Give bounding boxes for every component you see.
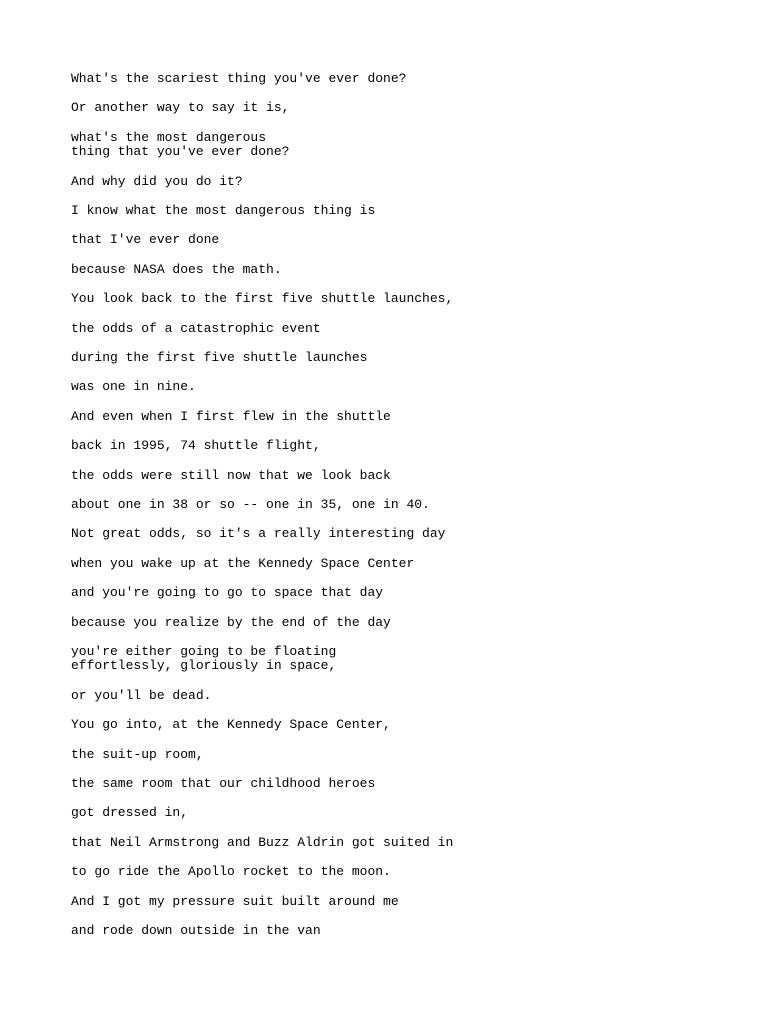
transcript-line: or you'll be dead. — [71, 687, 212, 703]
transcript-paragraph — [71, 204, 751, 219]
transcript-line: the odds were still now that we look back — [71, 467, 391, 483]
transcript-paragraph — [71, 233, 751, 248]
transcript-paragraph — [71, 527, 751, 542]
transcript-line: the same room that our childhood heroes — [71, 775, 376, 791]
transcript-paragraph — [71, 292, 751, 307]
transcript-line: when you wake up at the Kennedy Space Center — [71, 555, 415, 571]
transcript-line: that Neil Armstrong and Buzz Aldrin got suited in — [71, 834, 454, 850]
transcript-paragraph — [71, 718, 751, 733]
transcript-paragraph — [71, 410, 751, 425]
transcript-line: What's the scariest thing you've ever done? — [71, 71, 407, 86]
transcript-paragraph — [71, 469, 751, 484]
transcript-paragraph — [71, 777, 751, 792]
transcript-line: about one in 38 or so -- one in 35, one in 40. — [71, 496, 430, 512]
transcript-paragraph — [71, 380, 751, 395]
transcript-line: back in 1995, 74 shuttle flight, — [71, 438, 321, 454]
transcript-line: to go ride the Apollo rocket to the moon. — [71, 864, 391, 880]
transcript-line: and rode down outside in the van — [71, 922, 321, 938]
transcript-paragraph — [71, 806, 751, 821]
transcript-paragraph — [71, 322, 751, 337]
transcript-paragraph — [71, 72, 751, 87]
transcript-line: you're either going to be floating — [71, 643, 337, 659]
transcript-line: was one in nine. — [71, 379, 196, 395]
transcript-paragraph — [71, 865, 751, 880]
transcript-line: the suit-up room, — [71, 746, 204, 762]
transcript-paragraph — [71, 616, 751, 631]
transcript-paragraph — [71, 131, 751, 160]
transcript-line: during the first five shuttle launches — [71, 350, 368, 366]
transcript-line: the odds of a catastrophic event — [71, 320, 321, 336]
transcript-line: And even when I first flew in the shuttle — [71, 408, 391, 424]
transcript-paragraph — [71, 557, 751, 572]
transcript-line: thing that you've ever done? — [71, 144, 290, 160]
transcript-line: because you realize by the end of the day — [71, 614, 391, 630]
transcript-line: You go into, at the Kennedy Space Center, — [71, 717, 391, 733]
transcript-paragraph — [71, 101, 751, 116]
transcript-paragraph — [71, 689, 751, 704]
transcript-line: And I got my pressure suit built around me — [71, 893, 399, 909]
transcript-line: And why did you do it? — [71, 173, 243, 189]
transcript-line: effortlessly, gloriously in space, — [71, 658, 337, 674]
transcript-paragraph — [71, 175, 751, 190]
transcript-line: and you're going to go to space that day — [71, 585, 384, 601]
transcript-line: got dressed in, — [71, 805, 189, 821]
transcript-line: I know what the most dangerous thing is — [71, 203, 376, 219]
transcript-line: You look back to the first five shuttle launches, — [71, 291, 454, 307]
transcript-line: Or another way to say it is, — [71, 100, 290, 116]
transcript-paragraph — [71, 498, 751, 513]
transcript-paragraph — [71, 645, 751, 674]
transcript-paragraph — [71, 748, 751, 763]
transcript-paragraph — [71, 439, 751, 454]
transcript-paragraph — [71, 836, 751, 851]
transcript-paragraph — [71, 924, 751, 939]
transcript-paragraph — [71, 263, 751, 278]
transcript-line: Not great odds, so it's a really interesting day — [71, 526, 446, 542]
transcript-page — [71, 72, 751, 953]
transcript-paragraph — [71, 895, 751, 910]
transcript-line: because NASA does the math. — [71, 261, 282, 277]
transcript-paragraph — [71, 586, 751, 601]
transcript-line: what's the most dangerous — [71, 129, 267, 145]
transcript-line: that I've ever done — [71, 232, 220, 248]
transcript-paragraph — [71, 351, 751, 366]
